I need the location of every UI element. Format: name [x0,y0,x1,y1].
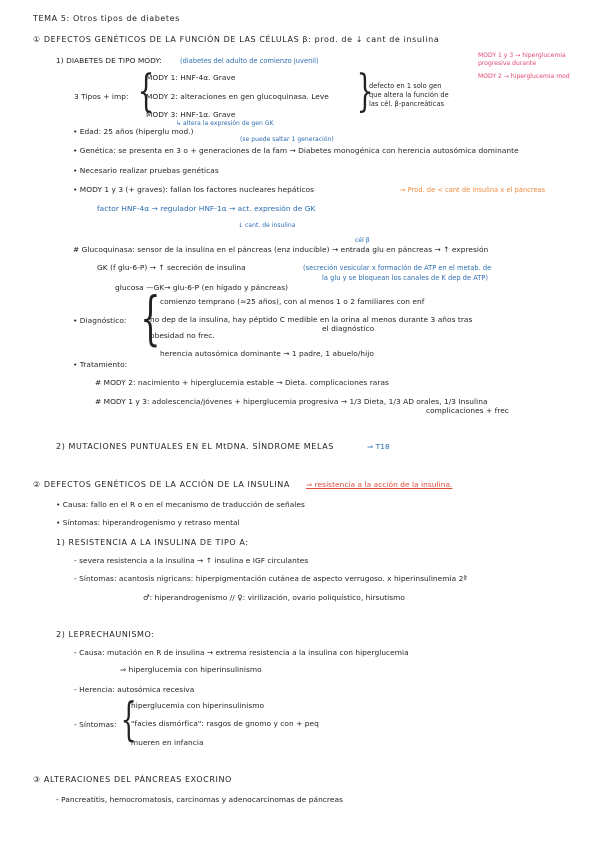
cel-b-note: cél β [355,237,370,244]
defect-line-3: las cél. β-pancreáticas [369,100,445,108]
resistencia-line-3: ♂: hiperandrogenismo // ♀: virilización, ovario poliquístico, hirsutismo [143,593,405,602]
leprechaunismo-sintoma-3: mueren en infancia [131,738,204,747]
diagnostico-brace: { [140,284,161,352]
mody3-note: ↳ altera la expresión de gen GK [176,120,274,127]
leprechaunismo-hiperglucemia: ⇒ hiperglucemia con hiperinsulinismo [120,665,262,674]
tratamiento-mody2: # MODY 2: nacimiento + hiperglucemia estable → Dieta. complicaciones raras [95,378,389,387]
causa-line: • Causa: fallo en el R o en el mecanismo de traducción de señales [56,500,305,509]
tratamiento-label: • Tratamiento: [73,360,128,369]
section-3-heading: ③ ALTERACIONES DEL PÁNCREAS EXOCRINO [33,775,232,784]
mody1-item: MODY 1: HNF-4α. Grave [146,73,236,82]
glucoquinasa-note-2: la glu y se bloquean los canales de K dep de ATP) [322,274,488,282]
right-brace: } [356,66,374,117]
tratamiento-mody13: # MODY 1 y 3: adolescencia/jóvenes + hiperglucemia progresiva → 1/3 Dieta, 1/3 AD orales, 1/3 Insulina [95,397,488,406]
diagnostico-item-2b: el diagnóstico [322,324,375,333]
diagnostico-item-4: herencia autosómica dominante → 1 padre, 1 abuelo/hijo [160,349,374,358]
leprechaunismo-causa: - Causa: mutación en R de insulina → extrema resistencia a la insulina con hiperglucemia [74,648,409,657]
tipos-label: 3 Tipos + imp: [74,92,129,101]
glucoquinasa-line-1: # Glucoquinasa: sensor de la insulina en el páncreas (enz inducible) → entrada glu en páncreas → ↑ expresión [73,245,489,254]
tratamiento-mody13-b: complicaciones + frec [426,406,509,415]
glucoquinasa-line-2: GK (f glu-6-P) → ↑ secreción de insulina [97,263,246,272]
pruebas-line: • Necesario realizar pruebas genéticas [73,166,219,175]
leprechaunismo-herencia: - Herencia: autosómica recesiva [74,685,195,694]
mody13-consequence: ⇒ Prod. de < cant de insulina x el páncreas [400,186,546,194]
diagnostico-item-1: comienzo temprano (≈25 años), con al menos 1 o 2 familiares con enf [160,297,425,306]
side-note-mody13: MODY 1 y 3 → hiperglucemia progresiva durante [478,52,566,67]
sintomas-brace: { [120,692,137,746]
section-2-heading: ② DEFECTOS GENÉTICOS DE LA ACCIÓN DE LA INSULINA [33,480,290,489]
factor-chain: factor HNF-4α → regulador HNF-1α → act. expresión de GK [97,204,316,213]
side-note-mody2: MODY 2 → hiperglucemia mod [478,73,570,80]
diagnostico-label: • Diagnóstico: [73,316,127,325]
glucosa-reaction: glucosa —GK→ glu-6-P (en hígado y páncreas) [115,283,289,292]
leprechaunismo-sintoma-1: hiperglucemia con hiperinsulinismo [131,701,265,710]
diagnostico-item-2: no dep de la insulina, hay péptido C medible en la orina al menos durante 3 años tras [150,315,473,324]
section-2-heading-red: ⇒ resistencia a la acción de la insulina. [306,480,453,489]
salta-note: (se puede saltar 1 generación) [240,136,334,143]
defect-line-2: que altera la función de [369,91,449,99]
mody13-line: • MODY 1 y 3 (+ graves): fallan los factores nucleares hepáticos [73,185,315,194]
mody-heading: 1) DIABETES DE TIPO MODY: [56,56,162,65]
sintomas-line: • Síntomas: hiperandrogenismo y retraso mental [56,518,240,527]
exocrino-line: - Pancreatitis, hemocromatosis, carcinomas y adenocarcinomas de páncreas [56,795,343,804]
leprechaunismo-heading: 2) LEPRECHAUNISMO: [56,630,155,639]
edad-line: • Edad: 25 años (hiperglu mod.) [73,127,194,136]
mody2-item: MODY 2: alteraciones en gen glucoquinasa. Leve [146,92,329,101]
mutaciones-heading: 2) MUTACIONES PUNTUALES EN EL MtDNA. SÍNDROME MELAS [56,442,334,451]
leprechaunismo-sintoma-2: "facies dismórfica": rasgos de gnomo y con + peq [131,719,319,728]
resistencia-heading: 1) RESISTENCIA A LA INSULINA DE TIPO A: [56,538,249,547]
left-brace: { [137,66,155,117]
defect-line-1: defecto en 1 solo gen [369,82,442,90]
resistencia-line-2: - Síntomas: acantosis nigricans: hiperpigmentación cutánea de aspecto verrugoso. x hiperinsulinemia 2ª [74,574,467,583]
resistencia-line-1: - severa resistencia a la insulina → ↑ insulina e IGF circulantes [74,556,309,565]
mody3-item: MODY 3: HNF-1α. Grave [146,110,236,119]
page-title: TEMA 5: Otros tipos de diabetes [33,14,180,23]
mutaciones-ref: ⇒ T18 [367,442,390,451]
mody-subtitle: (diabetes del adulto de comienzo juvenil) [180,57,319,65]
cant-insulina-note: ↓ cant. de insulina [238,222,296,229]
leprechaunismo-sintomas-label: - Síntomas: [74,720,117,729]
glucoquinasa-note-1: (secreción vesicular x formación de ATP en el metab. de [303,264,492,272]
section-1-heading: ① DEFECTOS GENÉTICOS DE LA FUNCIÓN DE LAS CÉLULAS β: prod. de ↓ cant de insulina [33,35,440,44]
genetica-line: • Genética: se presenta en 3 o + generaciones de la fam → Diabetes monogénica con herencia autosómica dominante [73,146,519,155]
diagnostico-item-3: obesidad no frec. [150,331,215,340]
